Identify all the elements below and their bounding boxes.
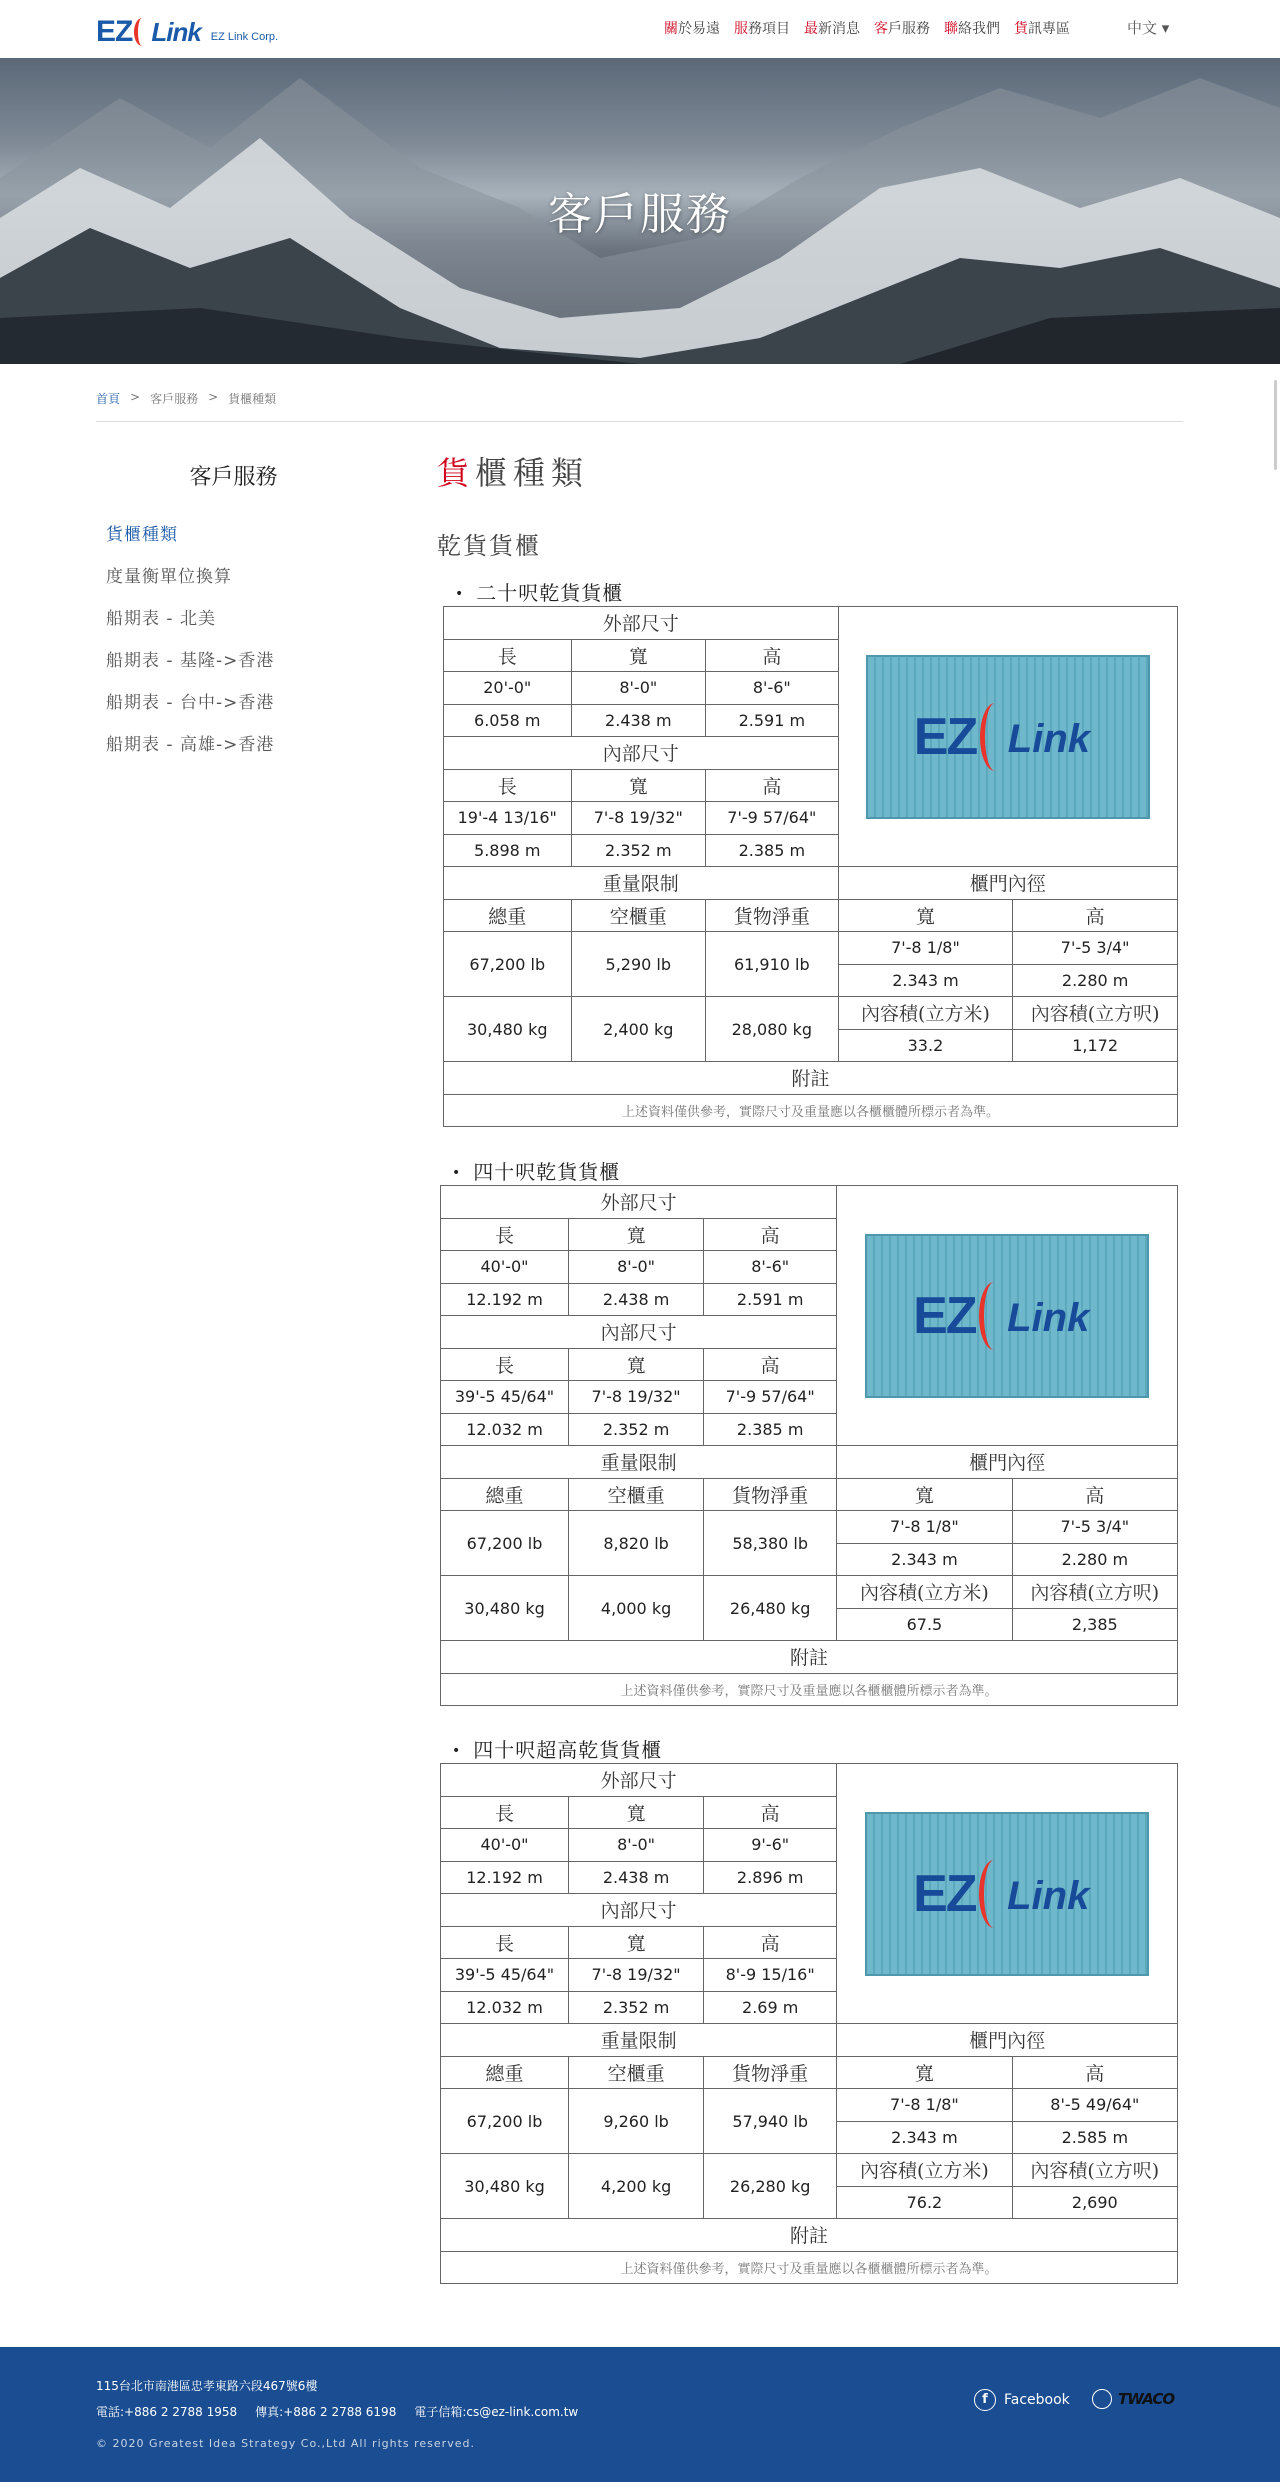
spec-cell: 高	[704, 1348, 837, 1381]
spec-header: 重量限制	[441, 2024, 837, 2057]
spec-cell: 高	[706, 769, 839, 802]
footer-fax: 傳真:+886 2 2788 6198	[255, 2405, 397, 2419]
spec-cell: 2.280 m	[1013, 964, 1178, 997]
sidebar-item-unit-conversion[interactable]: 度量衡單位換算	[106, 567, 232, 587]
nav-contact-rest: 絡我們	[958, 21, 1000, 37]
spec-cell: 26,480 kg	[704, 1576, 837, 1641]
spec-cell: 4,000 kg	[569, 1576, 704, 1641]
spec-cell: 8'-0"	[571, 672, 706, 705]
nav-about-rest: 於易遠	[678, 21, 720, 37]
spec-cell: 2.343 m	[837, 1543, 1012, 1576]
spec-header: 內部尺寸	[444, 737, 839, 770]
spec-cell: 20'-0"	[444, 672, 572, 705]
spec-header: 內部尺寸	[441, 1316, 837, 1349]
spec-cell: 12.032 m	[441, 1413, 569, 1446]
spec-cell: 7'-8 19/32"	[569, 1381, 704, 1414]
spec-cell: 2.591 m	[706, 704, 839, 737]
sidebar-item-schedule-north-america[interactable]: 船期表 - 北美	[106, 609, 216, 629]
nav-about-first: 關	[664, 21, 678, 37]
spec-cell: 寬	[569, 1926, 704, 1959]
nav-contact-first: 聯	[944, 21, 958, 37]
nav-cargo-rest: 訊專區	[1028, 21, 1070, 37]
spec-cell: 19'-4 13/16"	[444, 802, 572, 835]
spec-cell: 2.352 m	[569, 1413, 704, 1446]
container-image-cell	[838, 607, 1177, 867]
nav-services-first: 服	[734, 21, 748, 37]
section-title: 乾貨貨櫃	[437, 532, 541, 560]
spec-cell: 39'-5 45/64"	[441, 1959, 569, 1992]
spec-cell: 67,200 lb	[444, 932, 572, 997]
container-image-cell	[837, 1186, 1178, 1446]
spec-cell: 8,820 lb	[569, 1511, 704, 1576]
spec-cell: 33.2	[838, 1029, 1013, 1062]
spec-cell: 寬	[837, 2056, 1012, 2089]
container-title: • 四十呎超高乾貨貨櫃	[452, 1734, 662, 1763]
spec-cell: 67,200 lb	[441, 1511, 569, 1576]
nav-contact[interactable]	[944, 18, 1000, 38]
spec-cell: 67.5	[837, 1608, 1012, 1641]
spec-cell: 長	[444, 639, 572, 672]
nav-news-first: 最	[804, 21, 818, 37]
spec-cell: 8'-6"	[706, 672, 839, 705]
spec-cell: 2.438 m	[569, 1861, 704, 1894]
logo-mark	[96, 15, 201, 49]
spec-cell: 26,280 kg	[704, 2154, 837, 2219]
container-image	[865, 1812, 1149, 1976]
spec-cell: 7'-9 57/64"	[704, 1381, 837, 1414]
spec-cell: 40'-0"	[441, 1251, 569, 1284]
twaco-emblem-icon	[1092, 2389, 1112, 2409]
twaco-logo-text: TWACO	[1118, 2390, 1175, 2408]
page-title	[437, 448, 589, 494]
spec-cell: 2.352 m	[571, 834, 706, 867]
breadcrumb-separator: >	[130, 390, 141, 404]
spec-cell: 2.438 m	[571, 704, 706, 737]
spec-cell: 2.896 m	[704, 1861, 837, 1894]
facebook-link[interactable]	[974, 2389, 1070, 2411]
footer-tel: 電話:+886 2 2788 1958	[96, 2405, 238, 2419]
spec-cell: 1,172	[1013, 1029, 1178, 1062]
spec-cell: 長	[441, 1348, 569, 1381]
spec-cell: 7'-8 1/8"	[837, 2089, 1012, 2122]
spec-cell: 2.352 m	[569, 1991, 704, 2024]
container-spec-table	[440, 1763, 1178, 2284]
nav-services[interactable]	[734, 18, 790, 38]
spec-header: 重量限制	[444, 867, 839, 900]
container-logo-swoosh-icon	[979, 1282, 1009, 1350]
spec-cell: 61,910 lb	[706, 932, 839, 997]
spec-cell: 長	[444, 769, 572, 802]
spec-cell: 內容積(立方米)	[837, 2154, 1012, 2187]
spec-cell: 總重	[441, 1478, 569, 1511]
spec-cell: 2,385	[1012, 1608, 1177, 1641]
spec-cell: 長	[441, 1926, 569, 1959]
spec-remark: 上述資料僅供參考，實際尺寸及重量應以各櫃櫃體所標示者為準。	[444, 1094, 1178, 1127]
footer-copyright: © 2020 Greatest Idea Strategy Co.,Ltd All rights reserved.	[96, 2437, 475, 2450]
spec-cell: 高	[1012, 2056, 1177, 2089]
spec-cell: 12.032 m	[441, 1991, 569, 2024]
logo-corp-text: EZ Link Corp.	[210, 31, 279, 43]
spec-header: 櫃門內徑	[838, 867, 1177, 900]
spec-cell: 寬	[571, 769, 706, 802]
spec-cell: 2.343 m	[837, 2121, 1012, 2154]
spec-cell: 8'-0"	[569, 1829, 704, 1862]
nav-news-rest: 新消息	[818, 21, 860, 37]
container-logo-ez: EZ	[913, 1286, 976, 1345]
nav-news[interactable]	[804, 18, 860, 38]
spec-cell: 長	[441, 1796, 569, 1829]
spec-cell: 7'-5 3/4"	[1012, 1511, 1177, 1544]
spec-cell: 12.192 m	[441, 1861, 569, 1894]
spec-cell: 內容積(立方呎)	[1012, 2154, 1177, 2187]
logo-swoosh-icon	[134, 18, 150, 46]
spec-cell: 2.385 m	[704, 1413, 837, 1446]
breadcrumb-separator: >	[208, 390, 219, 404]
spec-cell: 高	[704, 1796, 837, 1829]
nav-cargo-info[interactable]	[1014, 18, 1070, 38]
container-logo-swoosh-icon	[980, 703, 1010, 771]
nav-cs-first: 客	[874, 21, 888, 37]
spec-header: 附註	[441, 2219, 1178, 2252]
language-selector[interactable]: 中文 ▾	[1127, 19, 1170, 37]
nav-about[interactable]	[664, 18, 720, 38]
container-title: • 四十呎乾貨貨櫃	[452, 1156, 620, 1185]
spec-remark: 上述資料僅供參考，實際尺寸及重量應以各櫃櫃體所標示者為準。	[441, 1673, 1178, 1706]
spec-cell: 高	[1013, 899, 1178, 932]
spec-cell: 2.585 m	[1012, 2121, 1177, 2154]
spec-cell: 空櫃重	[571, 899, 706, 932]
spec-header: 內部尺寸	[441, 1894, 837, 1927]
spec-cell: 空櫃重	[569, 2056, 704, 2089]
logo-link-text: Link	[151, 16, 201, 47]
footer-contact	[96, 2403, 578, 2420]
spec-cell: 內容積(立方呎)	[1012, 1576, 1177, 1609]
spec-cell: 7'-8 1/8"	[838, 932, 1013, 965]
spec-header: 重量限制	[441, 1446, 837, 1479]
spec-cell: 2.280 m	[1012, 1543, 1177, 1576]
breadcrumb-current: 貨櫃種類	[228, 392, 277, 406]
logo-ez-text: EZ	[96, 15, 133, 48]
spec-cell: 內容積(立方米)	[837, 1576, 1012, 1609]
sidebar-title: 客戶服務	[189, 465, 278, 490]
sidebar-item-container-types[interactable]: 貨櫃種類	[106, 525, 178, 545]
spec-header: 櫃門內徑	[837, 1446, 1178, 1479]
container-image	[866, 655, 1150, 819]
spec-cell: 40'-0"	[441, 1829, 569, 1862]
spec-cell: 貨物淨重	[704, 1478, 837, 1511]
spec-cell: 5.898 m	[444, 834, 572, 867]
spec-cell: 2.343 m	[838, 964, 1013, 997]
container-logo-ez: EZ	[913, 1864, 976, 1923]
nav-cargo-first: 貨	[1014, 21, 1028, 37]
spec-cell: 8'-6"	[704, 1251, 837, 1284]
spec-cell: 寬	[837, 1478, 1012, 1511]
spec-cell: 30,480 kg	[441, 2154, 569, 2219]
spec-cell: 7'-9 57/64"	[706, 802, 839, 835]
twaco-logo[interactable]	[1092, 2389, 1174, 2409]
spec-header: 外部尺寸	[441, 1186, 837, 1219]
spec-cell: 12.192 m	[441, 1283, 569, 1316]
main-nav	[664, 18, 1084, 38]
spec-cell: 8'-9 15/16"	[704, 1959, 837, 1992]
spec-cell: 7'-8 1/8"	[837, 1511, 1012, 1544]
breadcrumb-divider	[96, 421, 1183, 422]
container-spec-table	[440, 1185, 1178, 1706]
spec-header: 外部尺寸	[441, 1764, 837, 1797]
spec-cell: 高	[1012, 1478, 1177, 1511]
spec-cell: 30,480 kg	[441, 1576, 569, 1641]
spec-cell: 39'-5 45/64"	[441, 1381, 569, 1414]
spec-header: 外部尺寸	[444, 607, 839, 640]
spec-cell: 高	[706, 639, 839, 672]
page-title-first: 貨	[437, 454, 476, 492]
page-title-rest: 櫃種類	[475, 454, 590, 492]
spec-cell: 4,200 kg	[569, 2154, 704, 2219]
spec-cell: 寬	[569, 1796, 704, 1829]
spec-cell: 28,080 kg	[706, 997, 839, 1062]
spec-cell: 57,940 lb	[704, 2089, 837, 2154]
spec-cell: 內容積(立方呎)	[1013, 997, 1178, 1030]
container-logo-link: Link	[1007, 1295, 1090, 1340]
site-header	[0, 0, 1280, 58]
container-logo-link: Link	[1007, 716, 1091, 761]
container-image-cell	[837, 1764, 1178, 2024]
spec-header: 櫃門內徑	[837, 2024, 1178, 2057]
spec-cell: 寬	[569, 1348, 704, 1381]
nav-customer-service[interactable]	[874, 18, 930, 38]
spec-cell: 76.2	[837, 2186, 1012, 2219]
spec-cell: 8'-5 49/64"	[1012, 2089, 1177, 2122]
container-image	[865, 1234, 1149, 1398]
spec-cell: 7'-8 19/32"	[569, 1959, 704, 1992]
spec-cell: 7'-8 19/32"	[571, 802, 706, 835]
spec-cell: 寬	[569, 1218, 704, 1251]
spec-cell: 6.058 m	[444, 704, 572, 737]
sidebar-item-schedule-keelung-hk[interactable]: 船期表 - 基隆->香港	[106, 651, 275, 671]
spec-cell: 2,400 kg	[571, 997, 706, 1062]
spec-cell: 2.69 m	[704, 1991, 837, 2024]
container-logo-swoosh-icon	[979, 1860, 1009, 1928]
spec-cell: 2.385 m	[706, 834, 839, 867]
spec-header: 附註	[444, 1062, 1178, 1095]
spec-cell: 2.438 m	[569, 1283, 704, 1316]
breadcrumb	[96, 390, 276, 407]
sidebar-item-schedule-kaohsiung-hk[interactable]: 船期表 - 高雄->香港	[106, 735, 275, 755]
spec-cell: 寬	[838, 899, 1013, 932]
spec-header: 附註	[441, 1641, 1178, 1674]
page-scrollbar[interactable]	[1274, 380, 1277, 470]
breadcrumb-home[interactable]: 首頁	[96, 392, 121, 406]
spec-cell: 67,200 lb	[441, 2089, 569, 2154]
spec-cell: 2,690	[1012, 2186, 1177, 2219]
spec-remark: 上述資料僅供參考，實際尺寸及重量應以各櫃櫃體所標示者為準。	[441, 2251, 1178, 2284]
nav-cs-rest: 戶服務	[888, 21, 930, 37]
spec-cell: 空櫃重	[569, 1478, 704, 1511]
container-title: • 二十呎乾貨貨櫃	[455, 577, 623, 606]
spec-cell: 總重	[444, 899, 572, 932]
spec-cell: 9'-6"	[704, 1829, 837, 1862]
spec-cell: 7'-5 3/4"	[1013, 932, 1178, 965]
spec-cell: 30,480 kg	[444, 997, 572, 1062]
facebook-icon: f	[974, 2389, 996, 2411]
spec-cell: 總重	[441, 2056, 569, 2089]
spec-cell: 9,260 lb	[569, 2089, 704, 2154]
hero-title: 客戶服務	[548, 189, 732, 240]
spec-cell: 貨物淨重	[704, 2056, 837, 2089]
nav-services-rest: 務項目	[748, 21, 790, 37]
breadcrumb-level2[interactable]: 客戶服務	[150, 392, 199, 406]
spec-cell: 58,380 lb	[704, 1511, 837, 1576]
spec-cell: 5,290 lb	[571, 932, 706, 997]
sidebar-item-schedule-taichung-hk[interactable]: 船期表 - 台中->香港	[106, 693, 275, 713]
spec-cell: 長	[441, 1218, 569, 1251]
facebook-label: Facebook	[1004, 2392, 1070, 2408]
hero-banner	[0, 58, 1280, 364]
spec-cell: 高	[704, 1926, 837, 1959]
container-logo-ez: EZ	[913, 707, 977, 766]
container-logo-link: Link	[1007, 1873, 1090, 1918]
logo[interactable]	[96, 12, 278, 52]
spec-cell: 內容積(立方米)	[838, 997, 1013, 1030]
spec-cell: 貨物淨重	[706, 899, 839, 932]
footer-address: 115台北市南港區忠孝東路六段467號6樓	[96, 2379, 318, 2393]
spec-cell: 8'-0"	[569, 1251, 704, 1284]
sidebar-menu	[106, 524, 274, 776]
spec-cell: 寬	[571, 639, 706, 672]
spec-cell: 高	[704, 1218, 837, 1251]
spec-cell: 2.591 m	[704, 1283, 837, 1316]
container-spec-table	[443, 606, 1178, 1127]
site-footer	[0, 2347, 1280, 2482]
footer-email[interactable]: 電子信箱:cs@ez-link.com.tw	[414, 2405, 579, 2419]
